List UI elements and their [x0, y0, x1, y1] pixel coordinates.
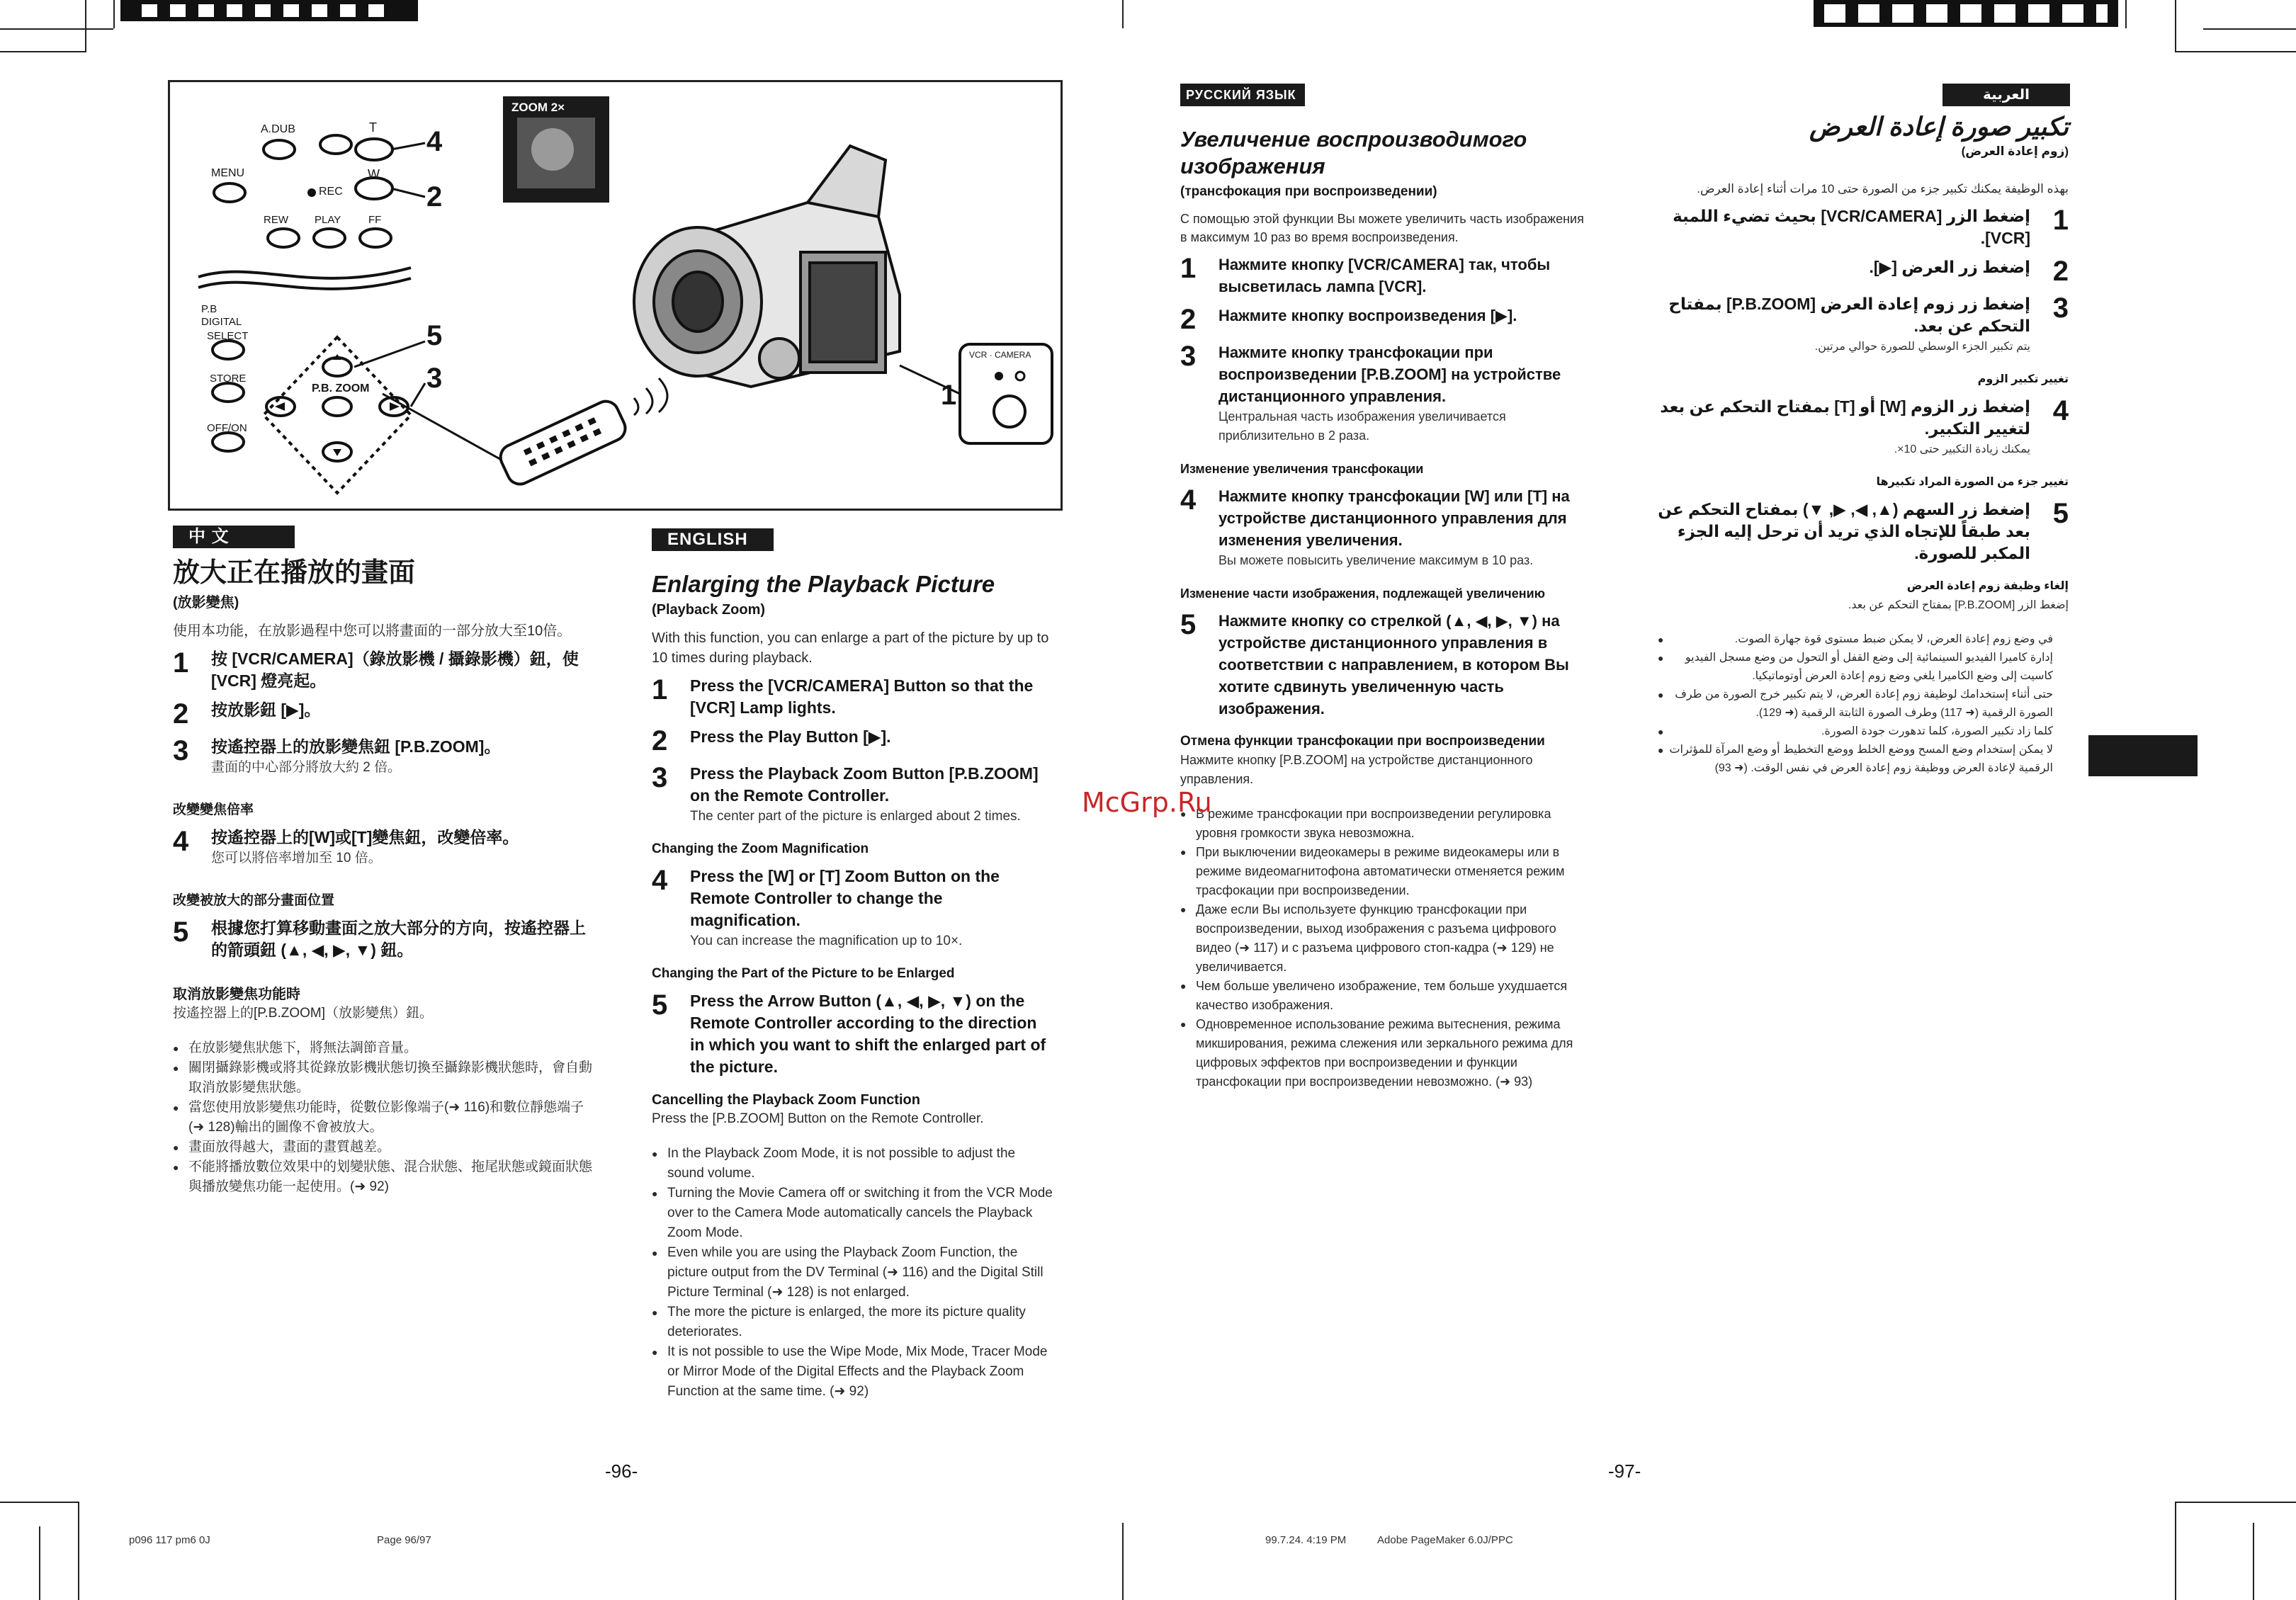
arabic-intro: بهذه الوظيفة يمكنك تكبير جزء من الصورة حتى 10 مرات أثناء إعادة العرض. [1697, 182, 2069, 195]
english-cancel-heading: Cancelling the Playback Zoom Function [652, 1092, 920, 1108]
callout-4: 4 [426, 126, 443, 157]
callout-1: 1 [941, 380, 957, 411]
label-off-on: OFF/ON [207, 422, 247, 434]
footer-date: 99.7.24. 4:19 PM [1265, 1534, 1347, 1546]
chinese-step-4: 4 按遙控器上的[W]或[T]變焦鈕，改變倍率。 您可以將倍率增加至 10 倍。 [173, 826, 519, 866]
arabic-subtitle: (زوم إعادة العرض) [1961, 144, 2069, 158]
crop-mark [2203, 28, 2296, 30]
label-adub: A.DUB [261, 123, 295, 135]
chinese-column [173, 560, 598, 1197]
watermark: McGrp.Ru [1082, 787, 1212, 818]
crop-mark [78, 1502, 79, 1600]
note-item: ● 在放影變焦狀態下，將無法調節音量。 [173, 1038, 598, 1058]
russian-column [1180, 126, 1591, 1091]
label-rec: REC [319, 186, 343, 198]
note-item: ● The more the picture is enlarged, the more its picture quality deteriorates. [652, 1303, 1056, 1342]
english-cancel-text: Press the [P.B.ZOOM] Button on the Remote Controller. [652, 1111, 984, 1126]
arabic-column [1658, 113, 2069, 778]
chinese-section-zoom: 改變變焦倍率 [173, 802, 254, 817]
callout-2: 2 [426, 181, 443, 212]
crop-mark [0, 28, 113, 30]
english-step-3: 3 Press the Playback Zoom Button [P.B.ZOOM] on the Remote Controller. The center part of the picture is enlarged about 2 times. [652, 762, 1039, 824]
label-rew: REW [264, 214, 288, 226]
crop-mark [2175, 0, 2176, 52]
note-item: ● إدارة كاميرا الفيديو السينمائية إلى وضع القفل أو التحول من وضع مسجل الفيديو كاسيت إلى وضع الكاميرا يلغي وضع زوم إعادة العرض أوتوماتيكيا. [1658, 649, 2069, 686]
russian-step-5: 5 Нажмите кнопку со стрелкой (▲, ◀, ▶, ▼) на устройстве дистанционного управления в соответствии с направлением, в котором Вы хотите сдвинуть увеличенную часть изображения. [1180, 609, 1569, 717]
english-column [652, 571, 1056, 1402]
arabic-step-2: 2 إضغط زر العرض [▶]. [1869, 256, 2069, 287]
callout-3: 3 [426, 363, 443, 394]
note-item: ● In the Playback Zoom Mode, it is not possible to adjust the sound volume. [652, 1144, 1056, 1184]
english-title: Enlarging the Playback Picture [652, 571, 995, 597]
arabic-cancel-text: إضغط الزر [P.B.ZOOM] بمفتاح التحكم عن بعد. [1848, 599, 2069, 611]
note-item: ● При выключении видеокамеры в режиме видеокамеры или в режиме видеомагнитофона автоматически отменяется режим трасфокации при воспроизведении. [1180, 843, 1591, 900]
chinese-notes [173, 1038, 598, 1197]
arabic-section-zoom: تغيير تكبير الزوم [1977, 373, 2069, 385]
label-menu: MENU [211, 167, 245, 179]
english-section-zoom: Changing the Zoom Magnification [652, 841, 869, 856]
chinese-cancel-heading: 取消放影變焦功能時 [173, 987, 300, 1002]
arabic-title: تكبير صورة إعادة العرض [1809, 112, 2069, 141]
vcr-camera-switch-label: VCR · CAMERA [969, 350, 1031, 360]
english-step-5: 5 Press the Arrow Button (▲, ◀, ▶, ▼) on the Remote Controller according to the direction in which you want to shift the enlarged part of the picture. [652, 989, 1046, 1076]
callout-5: 5 [426, 320, 443, 351]
crop-mark [0, 51, 85, 52]
note-item: ● 畫面放得越大，畫面的畫質越差。 [173, 1137, 598, 1157]
zoom-screen-label: ZOOM 2× [511, 101, 565, 114]
russian-section-shift: Изменение части изображения, подлежащей увеличению [1180, 586, 1546, 601]
label-w: W [368, 167, 380, 181]
label-pbzoom: P.B. ZOOM [312, 382, 370, 395]
chinese-subtitle: (放影變焦) [173, 595, 239, 611]
russian-step-2: 2 Нажмите кнопку воспроизведения [▶]. [1180, 304, 1517, 335]
footer-file: p096 117 pm6 0J [129, 1534, 210, 1546]
crop-mark [1122, 1523, 1124, 1600]
crop-mark [0, 1502, 78, 1503]
crop-mark [2175, 1502, 2296, 1503]
note-item: ● لا يمكن إستخدام وضع المسح ووضع الخلط ووضع التخطيط أو وضع المرآة للمؤثرات الرقمية لإعادة العرض ووظيفة زوم إعادة العرض في نفس الوقت. (➜ 93) [1658, 741, 2069, 778]
arabic-cancel-heading: إلغاء وظيفة زوم إعادة العرض [1906, 580, 2069, 592]
english-step-4: 4 Press the [W] or [T] Zoom Button on the Remote Controller to change the magnification. You can increase the magnification up to 10×. [652, 865, 1000, 948]
chinese-cancel-text: 按遙控器上的[P.B.ZOOM]（放影變焦）鈕。 [173, 1006, 434, 1021]
russian-intro: С помощью этой функции Вы можете увеличить часть изображения в максимум 10 раз во время воспроизведения. [1180, 212, 1584, 244]
chinese-section-shift: 改變被放大的部分畫面位置 [173, 893, 335, 908]
arabic-step-4: 4 إضغط زر الزوم [W] أو [T] بمفتاح التحكم عن بعد لتغيير التكبير. يمكنك زيادة التكبير حتى 10×. [1660, 395, 2069, 455]
chinese-step-5: 5 根據您打算移動畫面之放大部分的方向，按遙控器上的箭頭鈕 (▲, ◀, ▶, ▼) 鈕。 [173, 917, 586, 959]
english-language-tag: ENGLISH [652, 528, 774, 551]
chinese-step-3: 3 按遙控器上的放影變焦鈕 [P.B.ZOOM]。 畫面的中心部分將放大約 2 倍。 [173, 735, 501, 775]
crop-mark [113, 0, 115, 28]
arabic-notes [1658, 630, 2069, 778]
chinese-language-tag: 中 文 [173, 526, 295, 548]
russian-section-zoom: Изменение увеличения трансфокации [1180, 462, 1424, 476]
note-item: ● Turning the Movie Camera off or switching it from the VCR Mode over to the Camera Mode automatically cancels the Playback Zoom Mode. [652, 1184, 1056, 1243]
english-section-shift: Changing the Part of the Picture to be Enlarged [652, 966, 955, 981]
footer-app: Adobe PageMaker 6.0J/PPC [1377, 1534, 1513, 1546]
arabic-step-1: 1 إضغط الزر [VCR/CAMERA] بحيث تضيء اللمبة [VCR]. [1673, 205, 2069, 247]
russian-step-3: 3 Нажмите кнопку трансфокации при воспроизведении [P.B.ZOOM] на устройстве дистанционного управления. Центральная часть изображения увеличивается приблизительно в 2 раза. [1180, 341, 1561, 443]
note-item: ● 關閉攝錄影機或將其從錄放影機狀態切換至攝錄影機狀態時，會自動取消放影變焦狀態。 [173, 1058, 598, 1098]
label-store: STORE [210, 373, 247, 385]
label-ff: FF [368, 214, 382, 226]
crop-mark [2125, 0, 2127, 28]
russian-subtitle: (трансфокация при воспроизведении) [1180, 184, 1437, 199]
english-subtitle: (Playback Zoom) [652, 602, 766, 618]
russian-cancel-heading: Отмена функции трансфокации при воспроизведении [1180, 734, 1545, 749]
page-number-right: -97- [1608, 1460, 1641, 1482]
russian-notes [1180, 805, 1591, 1091]
note-item: ● Одновременное использование режима вытеснения, режима микширования, режима слежения или зеркального режима для цифровых эффектов при воспроизведении и функции трансфокации при воспроизведении невозможно. (➜ 93) [1180, 1015, 1591, 1091]
chinese-step-1: 1 按 [VCR/CAMERA]（錄放影機 / 攝錄影機）鈕，使 [VCR] 燈亮起。 [173, 647, 579, 690]
russian-cancel-text: Нажмите кнопку [P.B.ZOOM] на устройстве дистанционного управления. [1180, 753, 1533, 786]
english-step-2: 2 Press the Play Button [▶]. [652, 725, 891, 756]
note-item: ● Даже если Вы используете функцию трансфокации при воспроизведении, выход изображения с разъема цифрового видео (➜ 117) и с разъема цифрового стоп-кадра (➜ 129) не увеличивается. [1180, 900, 1591, 977]
note-item: ● في وضع زوم إعادة العرض، لا يمكن ضبط مستوى قوة جهارة الصوت. [1658, 630, 2069, 649]
label-t: T [369, 120, 377, 135]
crop-mark [1122, 0, 1124, 28]
remote-and-camcorder-diagram [170, 82, 1061, 509]
note-item: ● It is not possible to use the Wipe Mode, Mix Mode, Tracer Mode or Mirror Mode of the Digital Effects and the Playback Zoom Function at the same time. (➜ 92) [652, 1342, 1056, 1402]
russian-title: Увеличение воспроизводимого изображения [1180, 127, 1527, 178]
side-thumb-tab [2088, 735, 2198, 776]
english-intro: With this function, you can enlarge a part of the picture by up to 10 times during playback. [652, 630, 1049, 666]
crop-mark [2175, 1502, 2176, 1600]
note-item: ● Чем больше увеличено изображение, тем больше ухудшается качество изображения. [1180, 977, 1591, 1015]
footer-page: Page 96/97 [377, 1534, 431, 1546]
registration-gaps [1824, 4, 2108, 23]
arabic-section-shift: تغيير جزء من الصورة المراد تكبيرها [1876, 476, 2069, 488]
label-select: SELECT [207, 330, 249, 342]
note-item: ● Even while you are using the Playback Zoom Function, the picture output from the DV Terminal (➜ 116) and the Digital Still Picture Terminal (➜ 128) is not enlarged. [652, 1243, 1056, 1303]
note-item: ● كلما زاد تكبير الصورة، كلما تدهورت جودة الصورة. [1658, 722, 2069, 741]
note-item: ● حتى أثناء إستخدامك لوظيفة زوم إعادة العرض، لا يتم تكبير خرج الصورة من طرف الصورة الرقمية (➜ 117) وطرف الصورة الثابتة الرقمية (➜ 129). [1658, 686, 2069, 722]
crop-mark [85, 0, 86, 52]
russian-language-tag: РУССКИЙ ЯЗЫК [1180, 84, 1305, 106]
label-pb-digital: P.B DIGITAL [201, 303, 242, 328]
arabic-language-tag: العربية [1942, 84, 2070, 106]
registration-gaps [142, 4, 397, 17]
arabic-step-5: 5 إضغط زر السهم (▲, ◀, ▶, ▼) بمفتاح التحكم عن بعد طبقاً للإتجاه الذي تريد أن ترحل إليه الجزء المكبر للصورة. [1658, 498, 2069, 562]
chinese-step-2: 2 按放影鈕 [▶]。 [173, 698, 321, 730]
note-item: ● 不能將播放數位效果中的划變狀態、混合狀態、拖尾狀態或鏡面狀態與播放變焦功能一起使用。(➜ 92) [173, 1157, 598, 1197]
note-item: ● В режиме трансфокации при воспроизведении регулировка уровня громкости звука невозможна. [1180, 805, 1591, 843]
chinese-title: 放大正在播放的畫面 [173, 558, 416, 588]
note-item: ● 當您使用放影變焦功能時，從數位影像端子(➜ 116)和數位靜態端子(➜ 128)輸出的圖像不會被放大。 [173, 1098, 598, 1137]
english-notes [652, 1144, 1056, 1402]
crop-mark [2175, 51, 2296, 52]
arabic-step-3: 3 إضغط زر زوم إعادة العرض [P.B.ZOOM] بمفتاح التحكم عن بعد. يتم تكبير الجزء الوسطي للصورة حوالي مرتين. [1668, 293, 2069, 353]
english-step-1: 1 Press the [VCR/CAMERA] Button so that the [VCR] Lamp lights. [652, 674, 1034, 717]
russian-step-4: 4 Нажмите кнопку трансфокации [W] или [T] на устройстве дистанционного управления для изменения увеличения. Вы можете повысить увеличение максимум в 10 раз. [1180, 484, 1570, 567]
label-play: PLAY [315, 214, 341, 226]
crop-mark [39, 1526, 40, 1600]
page-number-left: -96- [605, 1460, 638, 1482]
russian-step-1: 1 Нажмите кнопку [VCR/CAMERA] так, чтобы высветилась лампа [VCR]. [1180, 253, 1551, 295]
chinese-intro: 使用本功能，在放影過程中您可以將畫面的一部分放大至10倍。 [173, 623, 572, 639]
illustration-panel [168, 80, 1063, 511]
crop-mark [2253, 1523, 2254, 1600]
